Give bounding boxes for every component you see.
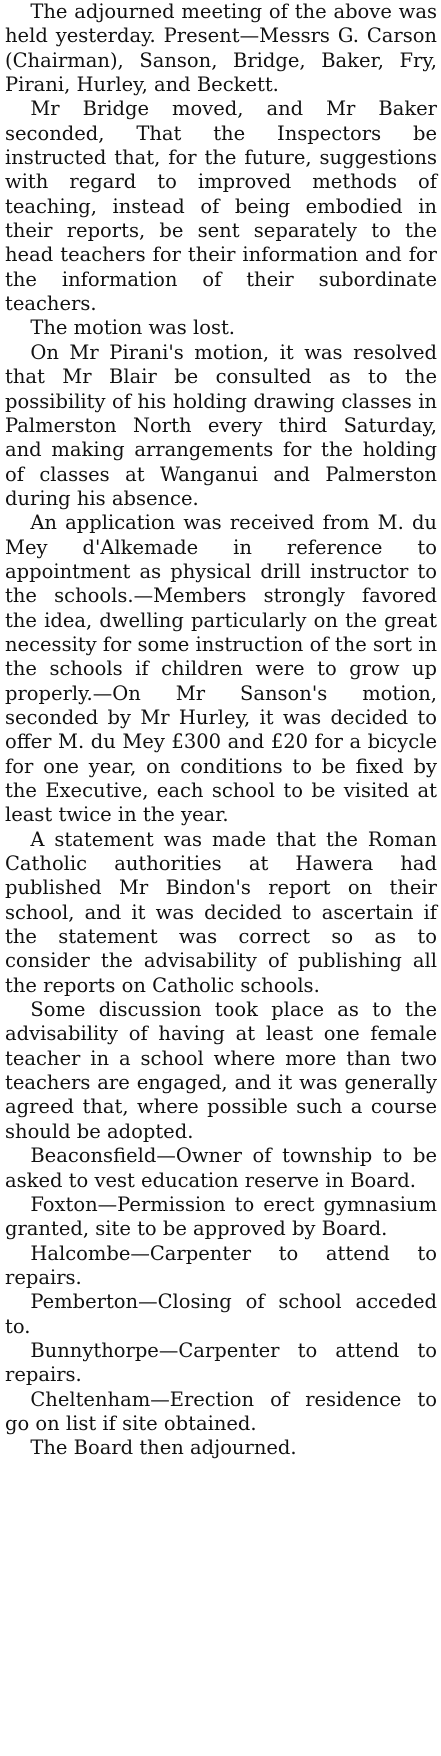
paragraph-female-teacher: Some discussion took place as to the advisability of having at least one female teacher in a school where more than two teachers are engaged, and it was generally agreed that, where possible such a course should be adopted. xyxy=(5,998,437,1143)
paragraph-halcombe: Halcombe—Carpenter to attend to repairs. xyxy=(5,1241,437,1289)
paragraph-bunnythorpe: Bunnythorpe—Carpenter to attend to repairs. xyxy=(5,1338,437,1387)
paragraph-bridge-motion: Mr Bridge moved, and Mr Baker seconded, That the Inspectors be instructed that, for the future, suggestions with regard to improved methods of teaching, instead of being embodied in their reports, be sent separately to the head teachers for their information and for the information of their subordinate teachers. xyxy=(5,97,437,316)
paragraph-catholic-reports: A statement was made that the Roman Catholic authorities at Hawera had published Mr Bindon's report on their school, and it was decided to ascertain if the statement was correct so as to consider the advisability of publishing all the reports on Catholic schools. xyxy=(5,827,437,997)
paragraph-motion-lost: The motion was lost. xyxy=(30,316,235,340)
paragraph-beaconsfield: Beaconsfield—Owner of township to be asked to vest education reserve in Board. xyxy=(5,1144,437,1192)
paragraph-cheltenham: Cheltenham—Erection of residence to go on list if site obtained. xyxy=(5,1387,437,1435)
paragraph-meeting-opening: The adjourned meeting of the above was held yesterday. Present—Messrs G. Carson (Chairman), Sanson, Bridge, Baker, Fry, Pirani, Hurley, and Beckett. xyxy=(5,0,437,97)
paragraph-drill-instructor: An application was received from M. du Mey d'Alkemade in reference to appointment as physical drill instructor to the schools.—Members strongly favored the idea, dwelling particularly on the great necessity for some instruction of the sort in the schools if children were to grow up properly.—On Mr Sanson's motion, seconded by Mr Hurley, it was decided to offer M. du Mey £300 and £20 for a bicycle for one year, on conditions to be fixed by the Executive, each school to be visited at least twice in the year. xyxy=(5,511,437,827)
paragraph-drawing-classes: On Mr Pirani's motion, it was resolved that Mr Blair be consulted as to the possibility of his holding drawing classes in Palmerston North every third Saturday, and making arrangements for the holding of classes at Wanganui and Palmerston during his absence. xyxy=(5,340,437,510)
paragraph-adjourned: The Board then adjourned. xyxy=(30,1436,297,1460)
paragraph-pemberton: Pemberton—Closing of school acceded to. xyxy=(5,1290,437,1338)
paragraph-foxton: Foxton—Permission to erect gymnasium granted, site to be approved by Board. xyxy=(5,1192,437,1241)
